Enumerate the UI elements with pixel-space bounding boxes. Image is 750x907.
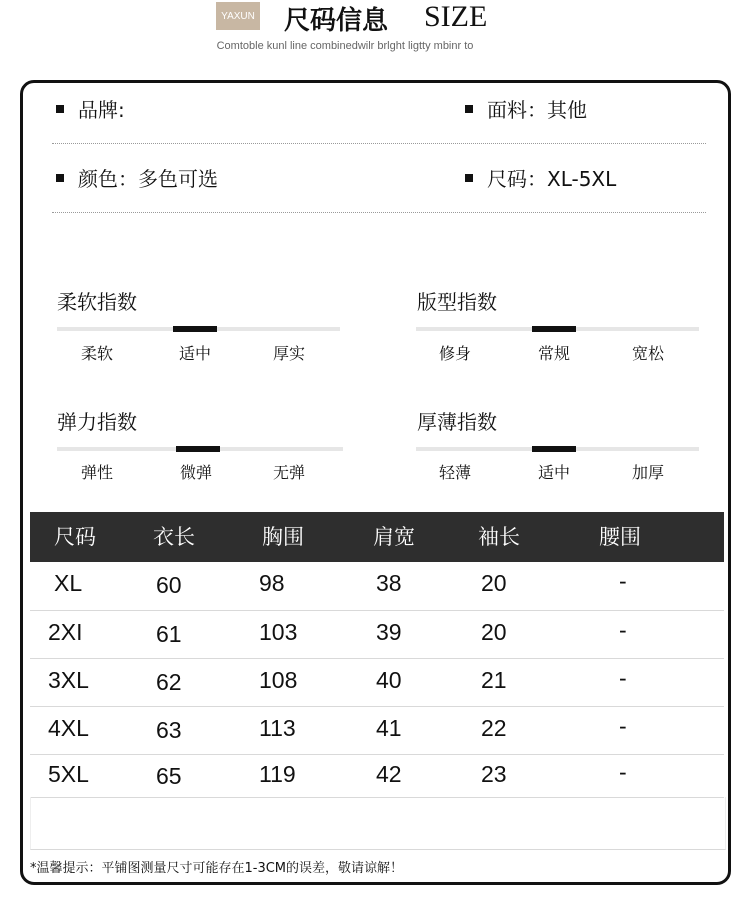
header-waist: 腰围 — [599, 525, 641, 549]
divider — [52, 212, 706, 213]
cell-size: 5XL — [48, 761, 89, 787]
size-text: 尺码：XL-5XL — [487, 167, 617, 191]
fit-label-slim: 修身 — [438, 344, 471, 363]
cell-length: 65 — [156, 763, 182, 789]
softness-label-thick: 厚实 — [272, 344, 305, 363]
divider — [52, 143, 706, 144]
header-chest: 胸围 — [262, 525, 304, 549]
thickness-marker — [532, 446, 576, 452]
page-title: 尺码信息 — [284, 6, 389, 36]
softness-marker — [173, 326, 217, 332]
fit-label-loose: 宽松 — [631, 344, 664, 363]
elasticity-label-slight: 微弹 — [179, 463, 212, 482]
softness-label-soft: 柔软 — [80, 344, 113, 363]
cell-shoulder: 40 — [376, 667, 402, 693]
cell-sleeve: 20 — [481, 619, 507, 645]
thickness-label-medium: 适中 — [537, 463, 570, 482]
cell-sleeve: 20 — [481, 570, 507, 596]
softness-title: 柔软指数 — [57, 290, 137, 314]
header-length: 衣长 — [153, 525, 195, 549]
brand-logo — [216, 2, 260, 30]
cell-length: 61 — [156, 621, 182, 647]
cell-shoulder: 38 — [376, 570, 402, 596]
table-row — [30, 611, 724, 659]
header-size: 尺码 — [54, 525, 96, 549]
fit-marker — [532, 326, 576, 332]
elasticity-label-none: 无弹 — [272, 463, 305, 482]
table-row — [30, 659, 724, 707]
header-sleeve: 袖长 — [478, 525, 520, 549]
cell-size: 3XL — [48, 667, 89, 693]
cell-size: 2XI — [48, 619, 83, 645]
cell-waist: - — [619, 568, 627, 594]
cell-waist: - — [619, 617, 627, 643]
cell-chest: 103 — [259, 619, 298, 645]
cell-chest: 119 — [259, 761, 296, 787]
cell-sleeve: 22 — [481, 715, 507, 741]
header-shoulder: 肩宽 — [373, 525, 415, 549]
fit-title: 版型指数 — [417, 290, 497, 314]
brand-info — [56, 94, 125, 123]
cell-length: 62 — [156, 669, 182, 695]
elasticity-label-elastic: 弹性 — [80, 463, 113, 482]
table-row — [30, 707, 724, 755]
thickness-label-thick: 加厚 — [631, 463, 664, 482]
elasticity-title: 弹力指数 — [57, 410, 137, 434]
page-title-en: SIZE — [424, 0, 488, 33]
brand-label: 品牌: — [78, 98, 125, 122]
table-row — [30, 562, 724, 611]
subtitle: Comtoble kunl line combinedwilr brlght ligtty mbinr to — [216, 40, 474, 52]
size-table-header — [30, 512, 724, 562]
softness-label-medium: 适中 — [178, 344, 211, 363]
table-empty-row — [30, 797, 726, 850]
cell-length: 63 — [156, 717, 182, 743]
cell-shoulder: 42 — [376, 761, 402, 787]
cell-chest: 113 — [259, 715, 296, 741]
cell-shoulder: 39 — [376, 619, 402, 645]
logo-text: YAXUN — [221, 10, 255, 22]
elasticity-marker — [176, 446, 220, 452]
cell-size: XL — [54, 570, 83, 596]
material-text: 面料：其他 — [487, 98, 587, 122]
cell-chest: 98 — [259, 570, 285, 596]
footnote: *温馨提示：平铺图测量尺寸可能存在1-3CM的误差，敬请谅解！ — [30, 861, 404, 876]
cell-length: 60 — [156, 572, 182, 598]
size-info — [465, 163, 616, 192]
bullet-icon — [465, 174, 473, 182]
thickness-label-thin: 轻薄 — [438, 463, 471, 482]
cell-waist: - — [619, 665, 627, 691]
cell-shoulder: 41 — [376, 715, 402, 741]
cell-chest: 108 — [259, 667, 298, 693]
cell-size: 4XL — [48, 715, 89, 741]
color-info — [56, 163, 218, 192]
cell-sleeve: 21 — [481, 667, 507, 693]
material-info — [465, 94, 587, 123]
bullet-icon — [56, 174, 64, 182]
fit-label-regular: 常规 — [537, 344, 570, 363]
color-text: 颜色：多色可选 — [78, 167, 218, 191]
thickness-title: 厚薄指数 — [417, 410, 497, 434]
cell-waist: - — [619, 759, 627, 785]
table-row — [30, 755, 724, 798]
bullet-icon — [56, 105, 64, 113]
cell-waist: - — [619, 713, 627, 739]
bullet-icon — [465, 105, 473, 113]
cell-sleeve: 23 — [481, 761, 507, 787]
